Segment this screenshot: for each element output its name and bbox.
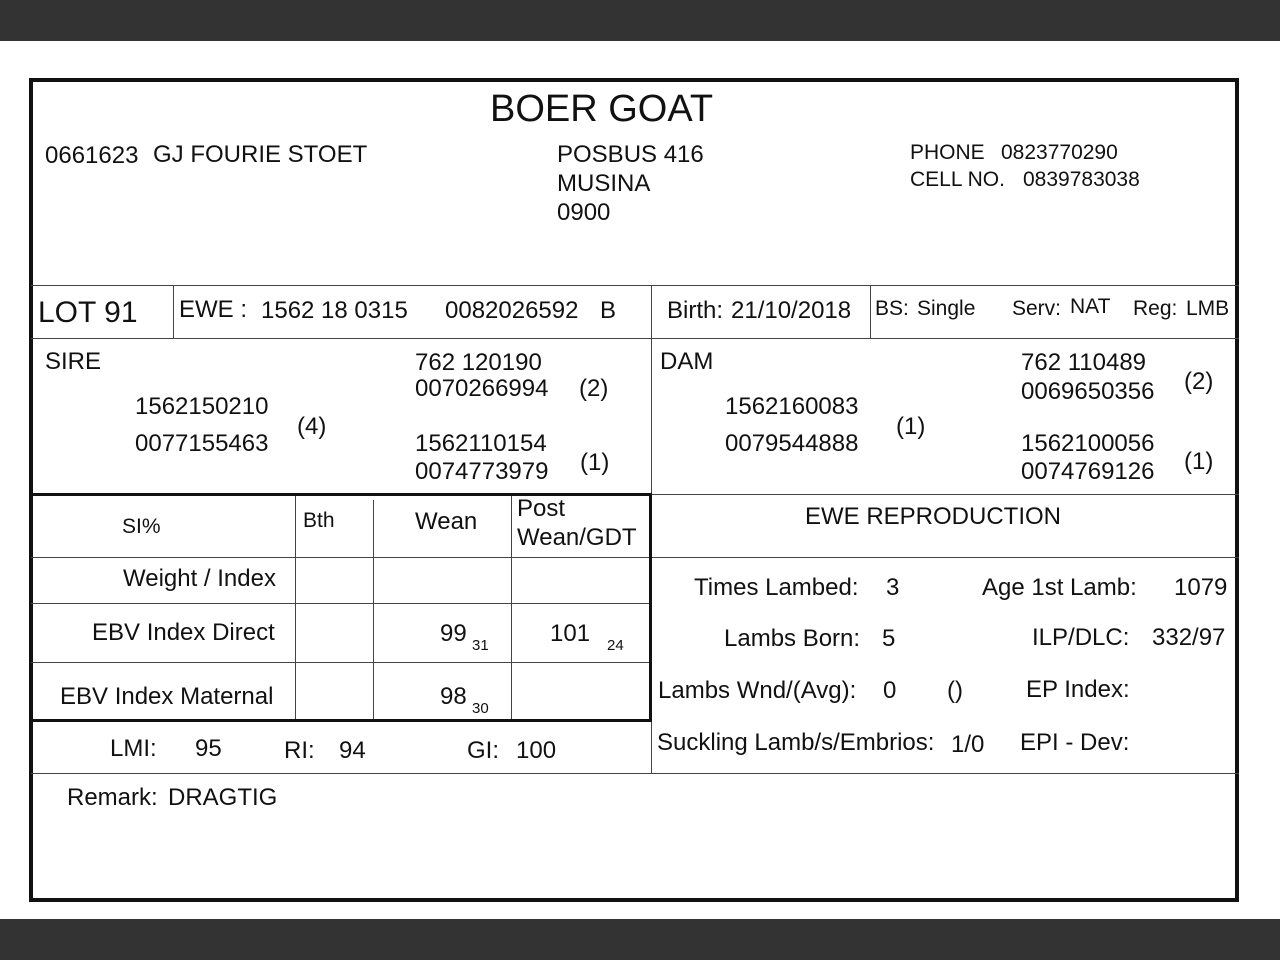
sire-registration: 0077155463 (135, 430, 269, 457)
perf-header-si: SI% (122, 515, 161, 538)
sire-label: SIRE (45, 348, 102, 375)
direct-post-accuracy: 24 (607, 637, 624, 654)
bs-label: BS: (875, 297, 909, 320)
divider-perf-header (31, 557, 651, 558)
lot-number: LOT 91 (38, 296, 138, 329)
serv-value: NAT (1070, 295, 1111, 318)
sire-sire-count: (2) (579, 375, 609, 402)
sire-dam-count: (1) (580, 449, 610, 476)
dam-count: (1) (896, 413, 926, 440)
perf-header-wean: Wean (415, 508, 478, 535)
perf-header-post-wean: Wean/GDT (517, 524, 637, 551)
address-line-3: 0900 (557, 199, 611, 226)
remark-value: DRAGTIG (168, 784, 278, 811)
maternal-wean-accuracy: 30 (472, 700, 489, 717)
direct-post-value: 101 (550, 620, 591, 647)
dam-id: 1562160083 (725, 393, 859, 420)
dam-label: DAM (660, 348, 714, 375)
divider-birth-bs (870, 286, 871, 338)
perf-row-weight-label: Weight / Index (123, 565, 276, 592)
bs-value: Single (917, 297, 976, 320)
divider-repro-title (651, 557, 1239, 558)
maternal-wean-value: 98 (440, 683, 467, 710)
phone-label: PHONE (910, 141, 985, 164)
card-title: BOER GOAT (490, 88, 714, 130)
divider-remark (31, 773, 1239, 774)
divider-perf-col2 (373, 500, 374, 720)
perf-row-direct-label: EBV Index Direct (92, 619, 275, 646)
sire-count: (4) (297, 413, 327, 440)
ewe-grade: B (600, 297, 617, 324)
divider-perf-direct (31, 662, 651, 663)
sire-id: 1562150210 (135, 393, 269, 420)
lmi-value: 95 (195, 735, 222, 762)
times-lambed-label: Times Lambed: (694, 574, 859, 601)
cell-number: 0839783038 (1023, 168, 1140, 191)
breeder-name: GJ FOURIE STOET (153, 141, 368, 168)
lambs-weaned-average: () (947, 677, 963, 704)
top-bar (0, 0, 1280, 41)
epi-dev-label: EPI - Dev: (1020, 729, 1130, 756)
ilp-label: ILP/DLC: (1032, 624, 1130, 651)
sale-card (29, 78, 1239, 902)
dam-dam-count: (1) (1184, 448, 1214, 475)
perf-header-post: Post (517, 495, 566, 522)
bottom-bar (0, 919, 1280, 960)
address-line-2: MUSINA (557, 170, 651, 197)
ewe-label: EWE : (179, 296, 248, 323)
dam-sire-registration: 0069650356 (1021, 378, 1155, 405)
lambs-weaned-value: 0 (883, 677, 897, 704)
breeder-number: 0661623 (45, 142, 139, 169)
cell-label: CELL NO. (910, 168, 1005, 191)
phone-number: 0823770290 (1001, 141, 1118, 164)
suckling-value: 1/0 (951, 731, 985, 758)
suckling-label: Suckling Lamb/s/Embrios: (657, 729, 935, 756)
sire-sire-registration: 0070266994 (415, 375, 549, 402)
sire-sire-id: 762 120190 (415, 349, 542, 376)
divider-header (31, 285, 1239, 286)
ilp-value: 332/97 (1152, 624, 1226, 651)
direct-wean-accuracy: 31 (472, 637, 489, 654)
dam-registration: 0079544888 (725, 430, 859, 457)
reg-value: LMB (1186, 297, 1230, 320)
direct-wean-value: 99 (440, 620, 467, 647)
divider-lot (31, 338, 1239, 339)
gi-label: GI: (467, 737, 500, 764)
times-lambed-value: 3 (886, 574, 900, 601)
divider-perf-col3 (511, 496, 512, 720)
ep-index-label: EP Index: (1026, 676, 1130, 703)
birth-label: Birth: (667, 297, 724, 324)
perf-box-right (649, 493, 652, 722)
ri-value: 94 (339, 737, 366, 764)
dam-dam-registration: 0074769126 (1021, 458, 1155, 485)
lmi-label: LMI: (110, 735, 157, 762)
sire-dam-id: 1562110154 (415, 430, 547, 457)
reg-label: Reg: (1133, 297, 1178, 320)
ri-label: RI: (284, 737, 315, 764)
dam-sire-count: (2) (1184, 368, 1214, 395)
remark-label: Remark: (67, 784, 158, 811)
ewe-id: 1562 18 0315 (261, 297, 408, 324)
reproduction-title: EWE REPRODUCTION (805, 503, 1062, 530)
dam-sire-id: 762 110489 (1021, 349, 1147, 376)
divider-lot-ewe (173, 286, 174, 338)
address-line-1: POSBUS 416 (557, 141, 704, 168)
age-first-lamb-label: Age 1st Lamb: (982, 574, 1137, 601)
divider-pedigree-right (651, 494, 1239, 495)
age-first-lamb-value: 1079 (1174, 574, 1228, 601)
lambs-born-value: 5 (882, 625, 896, 652)
divider-perf-col1 (295, 496, 296, 720)
divider-perf-weight (31, 603, 651, 604)
lambs-weaned-label: Lambs Wnd/(Avg): (658, 677, 857, 704)
dam-dam-id: 1562100056 (1021, 430, 1155, 457)
perf-header-bth: Bth (303, 509, 335, 532)
sire-dam-registration: 0074773979 (415, 458, 549, 485)
serv-label: Serv: (1012, 297, 1062, 320)
perf-box-bottom (31, 719, 651, 722)
ewe-registration: 0082026592 (445, 297, 579, 324)
gi-value: 100 (516, 737, 557, 764)
perf-row-maternal-label: EBV Index Maternal (60, 683, 274, 710)
birth-date: 21/10/2018 (731, 297, 852, 324)
lambs-born-label: Lambs Born: (724, 625, 861, 652)
